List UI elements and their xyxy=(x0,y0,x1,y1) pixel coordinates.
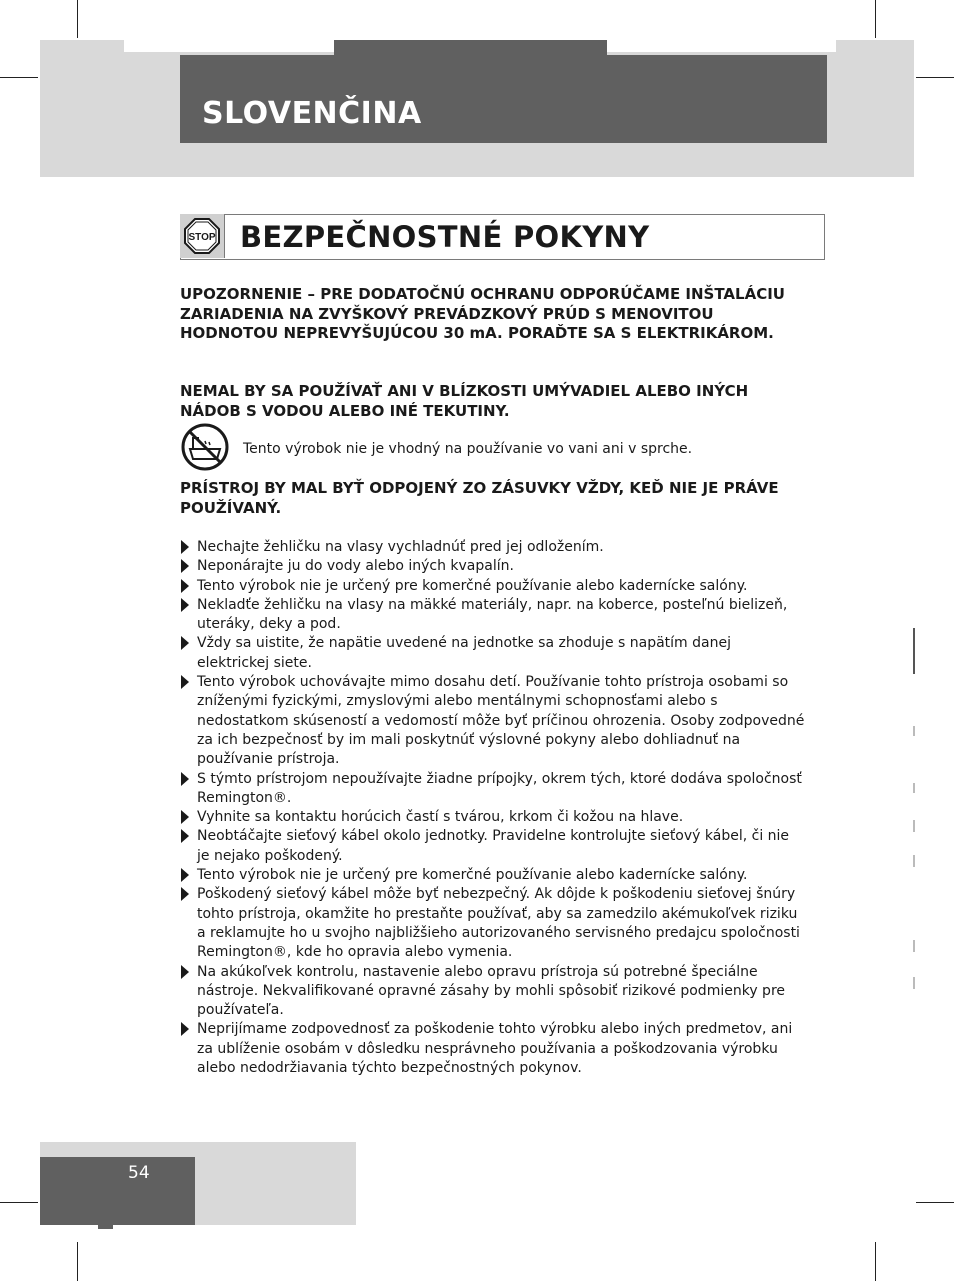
warning-unplug: PRÍSTROJ BY MAL BYŤ ODPOJENÝ ZO ZÁSUVKY VŽDY, KEĎ NIE JE PRÁVE POUŽÍVANÝ. xyxy=(180,479,779,517)
bullet-arrow-icon xyxy=(181,887,189,901)
no-bath-icon xyxy=(180,422,230,472)
bullet-arrow-icon xyxy=(181,559,189,573)
page-number: 54 xyxy=(128,1163,150,1183)
bullet-arrow-icon xyxy=(181,965,189,979)
list-item: Tento výrobok nie je určený pre komerčné používanie alebo kadernícke salóny. xyxy=(180,577,805,596)
list-item: S týmto prístrojom nepoužívajte žiadne prípojky, okrem tých, ktoré dodáva spoločnosť Remington®. xyxy=(180,770,805,809)
crop-mark xyxy=(77,1242,78,1281)
crop-mark xyxy=(0,1202,38,1203)
bath-warning-text: Tento výrobok nie je vhodný na používanie vo vani ani v sprche. xyxy=(243,441,693,457)
edge-mark xyxy=(913,855,915,867)
edge-mark xyxy=(913,726,915,736)
list-item: Na akúkoľvek kontrolu, nastavenie alebo opravu prístroja sú potrebné špeciálne nástroje. Nekvalifikované opravné zásahy by mohli spôsobiť rizikové podmienky pre používateľa. xyxy=(180,963,805,1021)
stop-cell xyxy=(180,214,225,258)
edge-mark xyxy=(913,820,915,832)
list-item: Tento výrobok nie je určený pre komerčné používanie alebo kadernícke salóny. xyxy=(180,866,805,885)
bullet-arrow-icon xyxy=(181,829,189,843)
bullet-arrow-icon xyxy=(181,579,189,593)
footer-page-box xyxy=(40,1157,195,1225)
crop-mark xyxy=(77,0,78,38)
list-item: Vždy sa uistite, že napätie uvedené na jednotke sa zhoduje s napätím danej elektrickej siete. xyxy=(180,634,805,673)
bullet-arrow-icon xyxy=(181,636,189,650)
bullet-arrow-icon xyxy=(181,675,189,689)
header-strip xyxy=(334,40,607,56)
edge-mark xyxy=(913,783,915,793)
safety-list xyxy=(180,538,805,1078)
list-item: Neobtáčajte sieťový kábel okolo jednotky. Pravidelne kontrolujte sieťový kábel, či nie je nejako poškodený. xyxy=(180,827,805,866)
stop-sign-icon xyxy=(180,214,224,258)
crop-mark xyxy=(916,77,954,78)
edge-mark xyxy=(913,628,915,674)
list-item: Vyhnite sa kontaktu horúcich častí s tvárou, krkom či kožou na hlave. xyxy=(180,808,805,827)
edge-mark xyxy=(913,940,915,952)
bullet-arrow-icon xyxy=(181,810,189,824)
list-item: Neponárajte ju do vody alebo iných kvapalín. xyxy=(180,557,805,576)
list-item: Neprijímame zodpovednosť za poškodenie tohto výrobku alebo iných predmetov, ani za ublíženie osobám v dôsledku nesprávneho používania a poškodzovania výrobku alebo nedodržiavania týchto bezpečnostných pokynov. xyxy=(180,1020,805,1078)
list-item: Poškodený sieťový kábel môže byť nebezpečný. Ak dôjde k poškodeniu sieťovej šnúry tohto prístroja, okamžite ho prestaňte používať, aby sa zamedzilo akémukoľvek riziku a reklamujte ho u svojho najbližšieho autorizovaného servisného predajcu spoločnosti Remington®, kde ho opravia alebo vymenia. xyxy=(180,885,805,962)
bullet-arrow-icon xyxy=(181,598,189,612)
warning-rcd: UPOZORNENIE – PRE DODATOČNÚ OCHRANU ODPORÚČAME INŠTALÁCIU ZARIADENIA NA ZVYŠKOVÝ PREVÁDZKOVÝ PRÚD S MENOVITOU HODNOTOU NEPREVYŠUJÚCOU 30 mA. PORAĎTE SA S ELEKTRIKÁROM. xyxy=(180,285,785,342)
edge-mark xyxy=(913,977,915,989)
bullet-arrow-icon xyxy=(181,540,189,554)
crop-mark xyxy=(0,77,38,78)
list-item: Nekladťe žehličku na vlasy na mäkké materiály, napr. na koberce, posteľnú bielizeň, uteráky, deky a pod. xyxy=(180,596,805,635)
bullet-arrow-icon xyxy=(181,868,189,882)
warning-water: NEMAL BY SA POUŽÍVAŤ ANI V BLÍZKOSTI UMÝVADIEL ALEBO INÝCH NÁDOB S VODOU ALEBO INÉ TEKUTINY. xyxy=(180,382,749,420)
header-notch xyxy=(40,40,124,54)
crop-mark xyxy=(875,0,876,38)
list-item: Nechajte žehličku na vlasy vychladnúť pred jej odložením. xyxy=(180,538,805,557)
bullet-arrow-icon xyxy=(181,772,189,786)
bullet-arrow-icon xyxy=(181,1022,189,1036)
list-item: Tento výrobok uchovávajte mimo dosahu detí. Používanie tohto prístroja osobami so zníženými fyzickými, zmyslovými alebo mentálnymi schopnosťami alebo s nedostatkom skúseností a vedomostí môže byť príčinou ohrozenia. Osoby zodpovedné za ich bezpečnosť by im mali poskytnúť výslovné pokyny alebo dohliadnuť na používanie prístroja. xyxy=(180,673,805,769)
stop-label: STOP xyxy=(188,232,216,243)
header-notch xyxy=(836,40,914,54)
crop-mark xyxy=(916,1202,954,1203)
footer-tab xyxy=(98,1225,113,1229)
language-title: SLOVENČINA xyxy=(202,96,422,131)
section-title: BEZPEČNOSTNÉ POKYNY xyxy=(240,220,650,254)
crop-mark xyxy=(875,1242,876,1281)
